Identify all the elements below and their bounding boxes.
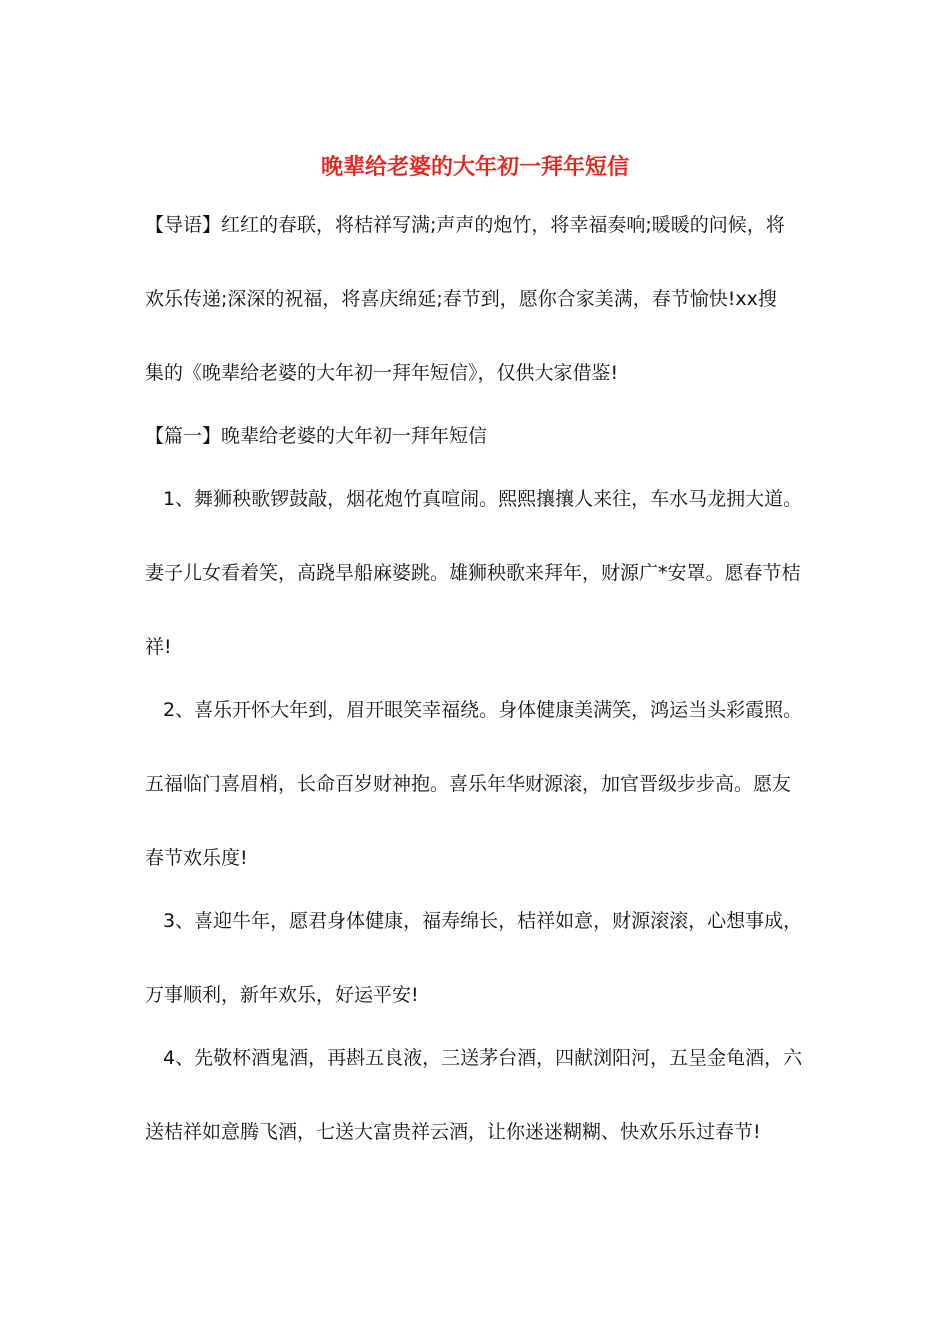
item-3-line-1: 3、喜迎牛年，愿君身体健康，福寿绵长，桔祥如意，财源滚滚，心想事成，: [163, 910, 803, 932]
item-4-line-1: 4、先敬杯酒鬼酒，再斟五良液，三送茅台酒，四献浏阳河，五呈金龟酒，六: [163, 1047, 803, 1069]
item-2-line-3: 春节欢乐度!: [145, 847, 248, 869]
item-1-line-3: 祥!: [145, 636, 172, 658]
item-2-line-2: 五福临门喜眉梢，长命百岁财神抱。喜乐年华财源滚，加官晋级步步高。愿友: [145, 773, 792, 795]
item-1-line-2: 妻子儿女看着笑，高跷旱船麻婆跳。雄狮秧歌来拜年，财源广*安罩。愿春节桔: [145, 562, 801, 584]
document-title: 晚辈给老婆的大年初一拜年短信: [320, 155, 629, 180]
intro-line-2: 欢乐传递;深深的祝福，将喜庆绵延;春节到，愿你合家美满，春节愉快!xx搜: [145, 288, 777, 310]
section-heading: 【篇一】晚辈给老婆的大年初一拜年短信: [145, 425, 488, 447]
item-2-line-1: 2、喜乐开怀大年到，眉开眼笑幸福绕。身体健康美满笑，鸿运当头彩霞照。: [163, 699, 803, 721]
item-1-line-1: 1、舞狮秧歌锣鼓敲，烟花炮竹真喧闹。熙熙攘攘人来往，车水马龙拥大道。: [163, 488, 803, 510]
intro-line-3: 集的《晚辈给老婆的大年初一拜年短信》，仅供大家借鉴!: [145, 362, 619, 384]
item-3-line-2: 万事顺利，新年欢乐，好运平安!: [145, 984, 419, 1006]
intro-line-1: 【导语】红红的春联，将桔祥写满;声声的炮竹，将幸福奏响;暖暖的问候，将: [145, 214, 785, 236]
item-4-line-2: 送桔祥如意腾飞酒，七送大富贵祥云酒，让你迷迷糊糊、快欢乐乐过春节!: [145, 1121, 761, 1143]
